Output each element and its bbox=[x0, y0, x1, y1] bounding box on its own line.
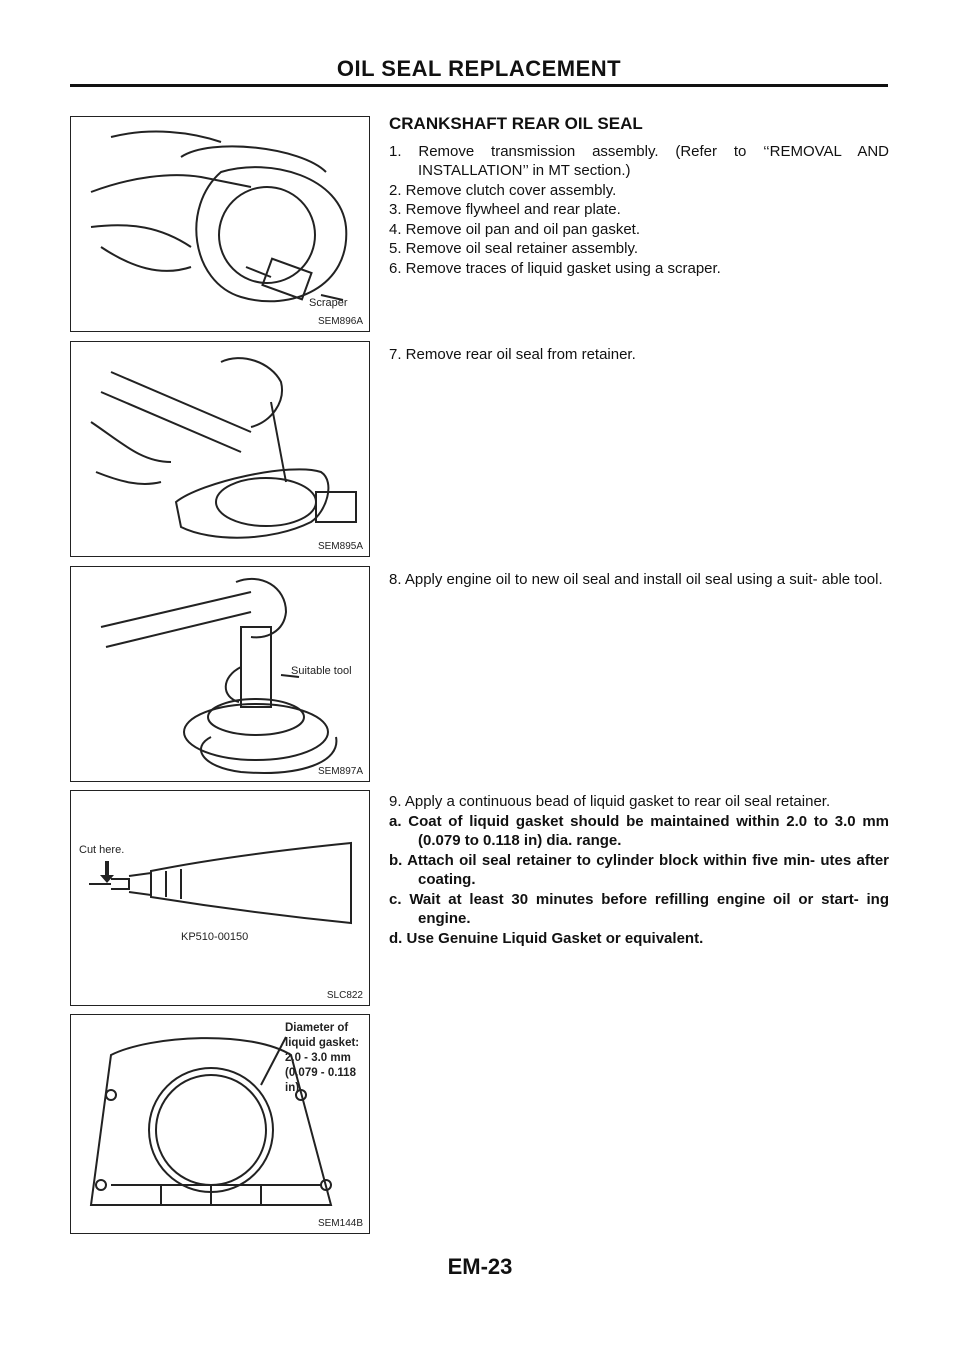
section-intro bbox=[389, 114, 889, 278]
step-3: 3. Remove flywheel and rear plate. bbox=[389, 201, 621, 218]
figure-remove-seal bbox=[70, 341, 370, 557]
figure-scraper bbox=[70, 116, 370, 332]
step-1: 1. Remove transmission assembly. (Refer to ‘‘REMOVAL AND INSTALLATION’’ in MT section.) bbox=[389, 142, 889, 179]
step-7: 7. Remove rear oil seal from retainer. bbox=[389, 346, 636, 363]
page-title: OIL SEAL REPLACEMENT bbox=[336, 56, 622, 81]
figure-code: SEM144B bbox=[317, 1218, 363, 1229]
note-a: a. Coat of liquid gasket should be maintained within 2.0 to 3.0 mm (0.079 to 0.118 in) dia. range. bbox=[389, 812, 889, 849]
figure-code: SEM897A bbox=[317, 766, 363, 777]
note-c: c. Wait at least 30 minutes before refilling engine oil or start- ing engine. bbox=[389, 890, 889, 927]
step-8: 8. Apply engine oil to new oil seal and install oil seal using a suit- able tool. bbox=[389, 571, 883, 588]
part-number-label: KP510-00150 bbox=[181, 931, 249, 943]
gasket-diameter-label: Diameter of liquid gasket: 2.0 - 3.0 mm (0.079 - 0.118 in) bbox=[285, 1022, 360, 1094]
note-b: b. Attach oil seal retainer to cylinder block within five min- utes after coating. bbox=[389, 851, 889, 888]
remove-seal-illustration bbox=[71, 342, 370, 557]
section-title: CRANKSHAFT REAR OIL SEAL bbox=[389, 114, 643, 133]
header-divider bbox=[70, 84, 888, 87]
figure-gasket-bead bbox=[70, 1014, 370, 1234]
figure-code: SEM895A bbox=[317, 541, 363, 552]
note-d: d. Use Genuine Liquid Gasket or equivalent. bbox=[389, 929, 704, 947]
scraper-label: Scraper bbox=[309, 297, 348, 309]
gasket-tube-illustration bbox=[71, 791, 370, 1006]
step-9-block bbox=[389, 792, 889, 948]
step-6: 6. Remove traces of liquid gasket using a scraper. bbox=[389, 259, 721, 277]
figure-code: SLC822 bbox=[326, 990, 363, 1001]
figure-gasket-tube bbox=[70, 790, 370, 1006]
step-7-block bbox=[389, 345, 889, 365]
page-number: EM-23 bbox=[447, 1254, 513, 1279]
step-4: 4. Remove oil pan and oil pan gasket. bbox=[389, 220, 640, 238]
step-2: 2. Remove clutch cover assembly. bbox=[389, 181, 617, 199]
suitable-tool-label: Suitable tool bbox=[291, 665, 352, 677]
step-5: 5. Remove oil seal retainer assembly. bbox=[389, 240, 638, 257]
figure-code: SEM896A bbox=[317, 316, 363, 327]
cut-here-label: Cut here. bbox=[79, 844, 125, 856]
step-8-block bbox=[389, 570, 889, 590]
step-9: 9. Apply a continuous bead of liquid gasket to rear oil seal retainer. bbox=[389, 793, 831, 810]
figure-install-seal bbox=[70, 566, 370, 782]
